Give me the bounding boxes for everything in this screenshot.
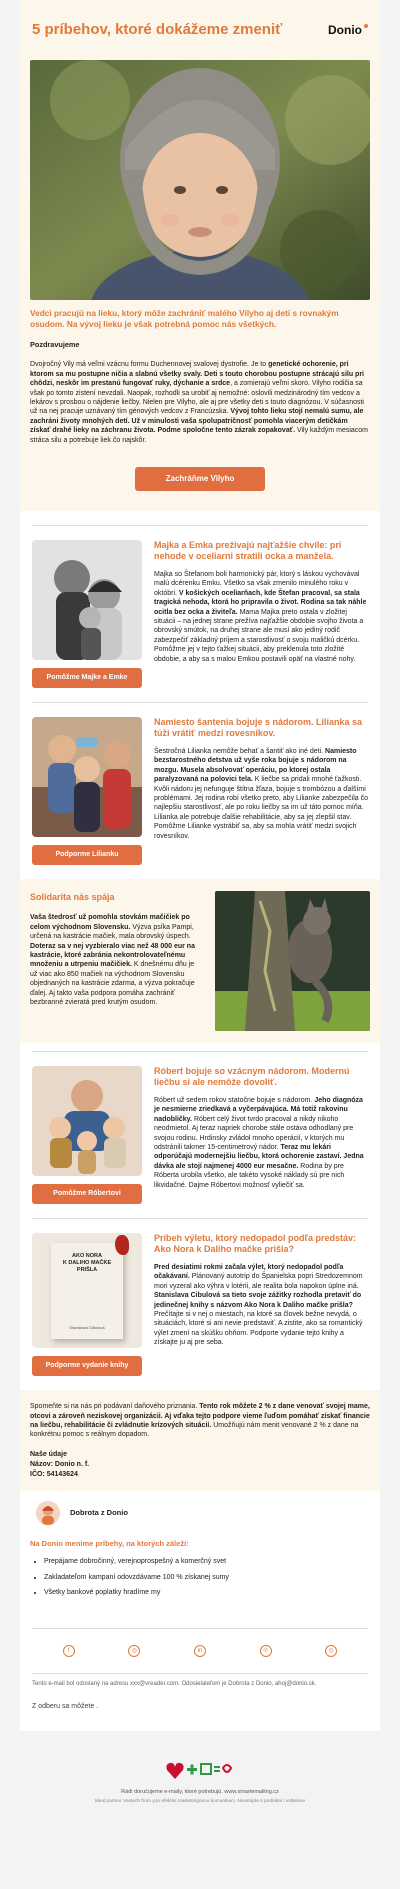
- list-item: • Prepájame dobročinný, verejnoprospešný a komerčný svet: [44, 1557, 370, 1566]
- family-photo: [32, 540, 142, 660]
- intro-paragraph: [30, 360, 370, 445]
- book-title: [57, 1253, 117, 1274]
- child-photo: [30, 60, 370, 300]
- values-section: [20, 1535, 380, 1613]
- tax-text-a: Spomeňte si na nás pri podávaní daňového priznania.: [30, 1403, 200, 1411]
- branding-subtext: Ideal partner Vestech from you efektiví marketingovou komunikaci. Nevstúpte s podnikat i vsBelove: [94, 1798, 306, 1804]
- intro-p1c: , a zomierajú veľmi skoro. Vilyho rodičia sa však po tomto zistení nevzdali. Naopak, rozhodli sa urobiť aj nemožné: oslovili medzinárodný tím vedcov a lekárov s prosbou o nájdenie liečby. Nielen pre Vilyho, ale aj pre všetky deti s touto diagnózou. V súčasnosti už na nej pracuje uznávaný tím génových vedcov z Francúzska.: [30, 380, 364, 416]
- story-text-b: Plánovaný autotrip do Španielska popri Stredozemnom mori vyzeral ako výhra v lotérii, ale realita bola napokon úplne iná.: [154, 1273, 363, 1290]
- tax-text: [30, 1402, 370, 1440]
- story-title: Róbert bojuje so vzácnym nádorom. Modernú liečbu si ale nemôže dovoliť.: [154, 1066, 350, 1087]
- help-majka-emka-button[interactable]: Pomôžme Majke a Emke: [32, 668, 142, 688]
- donio-logo[interactable]: [328, 22, 368, 38]
- solidarity-title: [30, 891, 203, 903]
- story-text-d: Prečítajte si v nej o miestach, na ktoré sa človek bežne nevydá, o situáciách, ktoré si ani nevie predstaviť. A zistite, ako sa romantický výlet zmení na skúšku ohňom. Podporte vydanie tejto knihy a získajte ju aj pre seba.: [154, 1310, 363, 1347]
- story-text-a: Šestročná Lilianka nemôže behať a šantiť ako iné deti.: [154, 747, 326, 755]
- solidarity-text: [30, 913, 203, 1007]
- story-text: [154, 570, 368, 664]
- org-info-ico: IČO: 54143624: [30, 1470, 78, 1478]
- intro-p1: Dvojročný Vily má veľmi vzácnu formu Duchennovej svalovej dystrofie. Je to: [30, 361, 269, 369]
- avatar-svg: [36, 1501, 60, 1525]
- save-vily-button[interactable]: Zachráňme Vilyho: [135, 467, 265, 491]
- book-title-line: K DALIHO MAČKE: [62, 1259, 112, 1266]
- instagram-icon[interactable]: ◎: [128, 1645, 140, 1657]
- solidarity-section: [20, 879, 380, 1043]
- solidarity-text-b: Výzva psíka Pampi, určená na kastrácie mačiek, mala obrovský úspech.: [30, 923, 194, 941]
- intro-p1e: Vily každým mesiacom stráca silu a potrebuje liek čo najskôr.: [30, 427, 369, 444]
- brand-icons: [165, 1758, 235, 1782]
- intro-lead: Vedci pracujú na lieku, ktorý môže zachrániť malého Vilyho aj deti s rovnakým osudom. Na vývoj lieku je však potrebná pomoc nás všetkých.: [30, 308, 339, 330]
- intro-section: [20, 0, 380, 511]
- branding-text: Rádi doručujeme e-maily, ktoré potrebujú. www.smartemailing.cz: [121, 1789, 279, 1796]
- family-photo-svg: [32, 540, 142, 660]
- smartemailing-branding: [0, 1731, 400, 1835]
- intro-text: [20, 300, 380, 451]
- signature: [20, 1491, 380, 1535]
- greeting: Pozdravujeme: [30, 340, 80, 350]
- story-text: [154, 747, 368, 841]
- lilianka-photo-svg: [32, 717, 142, 837]
- robert-photo: [32, 1066, 142, 1176]
- cat-photo-svg: [215, 891, 370, 1031]
- intro-p1d: Vývoj tohto lieku stojí nemalú sumu, ale zachráni životy mnohých detí. Už v minulosti vaša spolupatričnosť pomohla viacerým detičkám získať drahé lieky na záchranu života. Podme spoločne tento zázrak zopakovať.: [30, 408, 364, 435]
- facebook-icon[interactable]: f: [63, 1645, 75, 1657]
- list-item: • Všetky bankové poplatky hradíme my: [44, 1588, 370, 1597]
- story-book: [20, 1219, 380, 1390]
- solidarity-title-a: Solida: [30, 892, 58, 903]
- cta-row: [20, 451, 380, 511]
- email-header: [20, 0, 380, 60]
- book-red-mark: [115, 1235, 129, 1255]
- story-text-c: Stanislava Cibulová sa tieto svoje zážitky rozhodla pretaviť do jedinečnej knihy s názvom Ako Nora k Daliho mačke prišla?: [154, 1292, 362, 1309]
- pinterest-icon[interactable]: ℗: [260, 1645, 272, 1657]
- avatar: [36, 1501, 60, 1525]
- story-text-b: Namiesto bezstarostného detstva už vyše roka bojuje s nádorom na mozgu. Musela absolvovať operáciu, po ktorej ostala paralyzovaná na polovici tela.: [154, 747, 357, 784]
- book-title-line: PRIŠLA: [76, 1266, 98, 1273]
- robert-photo-svg: [32, 1066, 142, 1176]
- story-text-a: Pred desiatimi rokmi začala výlet, ktorý nedopadol podľa očakávaní.: [154, 1263, 344, 1281]
- support-lilianka-button[interactable]: Podporme Lilianku: [32, 845, 142, 865]
- tax-text-b: Tento rok môžete 2 % z dane venovať svojej mame, otcovi a zároveň neziskovej organizácii. Aj vďaka tejto podpore vieme ľuďom pomáhať získať financie na liečbu, rehabilitácie či zvládnutie krízových situácií.: [30, 1403, 370, 1430]
- values-title: Na Donio menime príbehy, na ktorých záleží:: [30, 1539, 189, 1549]
- book-author: Stanislava Cibulová: [69, 1325, 105, 1331]
- email-title: 5 príbehov, ktoré dokážeme zmeniť: [32, 20, 283, 38]
- hero-image-child: [30, 60, 370, 300]
- web-icon[interactable]: ◎: [325, 1645, 337, 1657]
- story-robert: [20, 1052, 380, 1218]
- tax-section: [20, 1390, 380, 1491]
- story-title: Majka a Emka prežívajú najťažšie chvíle: pri nehode v oceliarni stratili ocka a manžela.: [154, 540, 342, 561]
- smartemailing-logo[interactable]: [0, 1757, 400, 1783]
- support-book-button[interactable]: Podporme vydanie knihy: [32, 1356, 142, 1376]
- story-text-d: Teraz mu lekári odporúčajú modernejšiu liečbu, ktorá ochorenie zastaví. Jedna dávka ale stojí najmenej 4000 eur mesačne.: [154, 1143, 364, 1170]
- lilianka-photo: [32, 717, 142, 837]
- story-text-b: Jeho diagnóza je nesmierne zriedkavá a vyčerpávajúca. Má totiž rakovinu nadobličky.: [154, 1096, 363, 1123]
- story-text-c: Mama Majka preto ostala v zložitej situácii – na jednej strane prežíva najťažšie obdobie svojho života a obrovský smútok, na druhej strane ale musí ako jediný rodič zabezpečiť základný príjem a starostlivosť o svoju maličkú dcérku. Pomôžme jej v tejto ťažkej situácii, aby preklenula toto zložité obdobie, a aby sa s malou Emkou postavili opäť na vlastné nohy.: [154, 608, 364, 663]
- signature-name: Dobrota z Donio: [70, 1508, 128, 1518]
- story-text-a: Majka so Štefanom boli harmonický pár, ktorý s láskou vychovával malú dcérenku Emku. Všetko sa však zmenilo minulého roku v októbri.: [154, 570, 360, 597]
- story-title: Príbeh výletu, ktorý nedopadol podľa predstáv: Ako Nora k Daliho mačke prišla?: [154, 1233, 357, 1254]
- story-lilianka: [20, 703, 380, 879]
- tax-text-c: Umožňujú nám menit venované 2 % z dane na konkrétnu pomoc s reálnym dopadom.: [30, 1422, 359, 1439]
- solidarity-text-d: K dnešnému dňu je už viac ako 850 mačiek na východnom Slovensku objednaných na kastrácie zdarma, a výzva pokračuje ďalej. Aj takto vaša podpora pomáha zachrániť bezbranné zvieratá pred krutým osudom.: [30, 961, 195, 1007]
- story-text-a: Róbert už sedem rokov statočne bojuje s nádorom.: [154, 1096, 315, 1104]
- story-text: [154, 1263, 368, 1348]
- email-body: [20, 0, 380, 1731]
- list-item: • Zakladateľom kampaní odovzdávame 100 % získanej sumy: [44, 1573, 370, 1582]
- story-text: [154, 1096, 368, 1190]
- logo-dot: [364, 24, 368, 28]
- book-jacket: [51, 1243, 123, 1339]
- social-links: [20, 1629, 380, 1673]
- book-title-line: AKO NORA: [72, 1252, 102, 1259]
- story-text-c: Róbert celý život tvrdo pracoval a nikdy nikoho neodmietol. Aj teraz napriek chorobe stále ostáva odhodlaný pre svojou rodinu. Hrdinsky zvládol mnoho operácií, v ktorých mu odstránili takmer 15-centimetrový nádor.: [154, 1115, 354, 1151]
- story-text-b: V košických oceliarňach, kde Štefan pracoval, sa stala tragická nehoda, ktorá ho pripravila o život. Rodina sa tak náhle ocitla bez ocka a živiteľa.: [154, 589, 367, 616]
- story-title: Namiesto šantenia bojuje s nádorom. Lilianka sa túži vrátiť medzi rovesníkov.: [154, 717, 363, 738]
- logo-text: Donio: [328, 22, 362, 37]
- story-majka-emka: [20, 526, 380, 702]
- book-cover: [32, 1233, 142, 1348]
- solidarity-title-b: rita nás spája: [57, 892, 115, 903]
- org-info-title: Naše údaje: [30, 1450, 67, 1458]
- org-info-name: Názov: Donio n. f.: [30, 1460, 90, 1468]
- org-info: [30, 1450, 370, 1479]
- cat-photo: [215, 891, 370, 1031]
- unsubscribe-link[interactable]: Z odberu sa môžete .: [32, 1702, 99, 1710]
- values-list: [30, 1557, 370, 1597]
- sender-notice: Tento e-mail bol odoslaný na adresu xxx@vreader.com. Odosielateľom je Dobrota z Donio, ahoj@donio.sk.: [32, 1680, 317, 1687]
- story-text-e: Rodina by pre Róberta urobila všetko, ale takéto vysoké náklady sú pre nich likvidačné. Dajme Róbertovi možnosť vyliečiť sa.: [154, 1162, 345, 1189]
- story-text-c: K liečbe sa pridali mnohé ťažkosti. Kvôli nádoru jej nefunguje štítna žľaza, bojuje s trombózou a ďalšími problémami. Jej rodina robí všetko preto, aby Lilianke zabezpečila čo najlepšiu starostlivosť, ale po roku liečby sa im už táto pomoc míňa. Lilianka ale potrebuje ďalšie rehabilitácie, aby sa jej zlepšil stav. Pomôžme Lilianke vystrábiť sa, aby sa mohla vrátiť medzi svojich rovesníkov.: [154, 776, 369, 840]
- solidarity-text-a: Vaša štedrosť už pomohla stovkám mačičiek po celom východnom Slovensku.: [30, 914, 190, 931]
- intro-p1b: genetické ochorenie, pri ktorom sa mu postupne ničia a slabnú všetky svaly. Deti s touto chorobou postupne strácajú silu pri chôdzi, neskôr im prestanú fungovať ruky, dýchanie a srdce: [30, 361, 364, 388]
- help-robert-button[interactable]: Pomôžme Róbertovi: [32, 1184, 142, 1204]
- solidarity-text-c: Doteraz sa v nej vyzbieralo viac než 48 000 eur na kastrácie, ktoré zabránia nekontrolovateľnému množeniu a utrpeniu mačičiek.: [30, 942, 195, 969]
- linkedin-icon[interactable]: in: [194, 1645, 206, 1657]
